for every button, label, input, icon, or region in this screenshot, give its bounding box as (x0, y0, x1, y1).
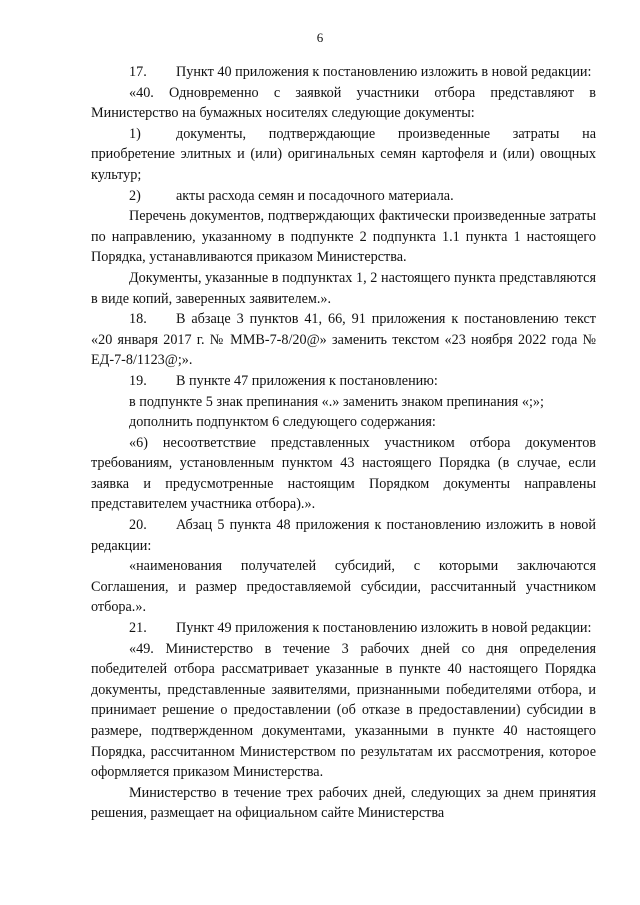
paragraph-text: В пункте 47 приложения к постановлению: (176, 372, 438, 389)
paragraph (91, 62, 596, 83)
paragraph (91, 783, 596, 824)
paragraph-text: дополнить подпунктом 6 следующего содержания: (129, 414, 436, 431)
paragraph-text: Абзац 5 пункта 48 приложения к постановлению изложить в новой редакции: (91, 517, 596, 554)
paragraph (91, 433, 596, 515)
paragraph-text: «40. Одновременно с заявкой участники отбора представляют в Министерство на бумажных носителях следующие документы: (91, 84, 596, 122)
paragraph (91, 124, 596, 186)
paragraph (91, 371, 596, 392)
paragraph-number: 21. (129, 620, 147, 637)
paragraph-text: «49. Министерство в течение 3 рабочих дней со дня определения победителей отбора рассматривает указанные в пункте 40 настоящего Порядка документы, представленные заявителями, признанными победителями отбора, и принимает решение о предоставлении (об отказе в предоставлении) субсидии в размере, подтвержденном документами, указанными в пункте 40 настоящего Порядка, рассчитанном Министерством по результатам их рассмотрения, которое оформляется приказом Министерства. (91, 640, 596, 781)
document-body (91, 62, 596, 824)
paragraph-number: 1) (129, 125, 141, 142)
paragraph (91, 412, 596, 433)
paragraph (91, 515, 596, 556)
paragraph-text: Пункт 49 приложения к постановлению изложить в новой редакции: (176, 620, 592, 637)
paragraph (91, 309, 596, 371)
paragraph-number: 2) (129, 187, 141, 204)
paragraph-text: Документы, указанные в подпунктах 1, 2 настоящего пункта представляются в виде копий, заверенных заявителем.». (91, 269, 596, 307)
paragraph (91, 268, 596, 309)
page-number: 6 (316, 30, 324, 45)
paragraph (91, 556, 596, 618)
paragraph-text: Пункт 40 приложения к постановлению изложить в новой редакции: (176, 64, 592, 80)
paragraph-text: «6) несоответствие представленных участником отбора документов требованиям, установленным пунктом 43 настоящего Порядка (в случае, если заявка и предусмотренные настоящим Порядком документы направлены представителем участника отбора).». (91, 434, 596, 513)
paragraph (91, 186, 596, 207)
paragraph-text: Министерство в течение трех рабочих дней, следующих за днем принятия решения, размещает на официальном сайте Министерства (91, 784, 596, 822)
paragraph-text: Перечень документов, подтверждающих фактически произведенные затраты по направлению, указанному в подпункте 2 подпункта 1.1 пункта 1 настоящего Порядка, устанавливаются приказом Министерства. (91, 208, 596, 266)
paragraph (91, 392, 596, 413)
paragraph-number: 19. (129, 372, 147, 389)
paragraph-text: В абзаце 3 пунктов 41, 66, 91 приложения к постановлению текст «20 января 2017 г. № ММВ-7-8/20@» заменить текстом «23 ноября 2022 года № ЕД-7-8/1123@;». (91, 311, 596, 369)
paragraph (91, 206, 596, 268)
paragraph-text: документы, подтверждающие произведенные затраты на приобретение элитных и (или) оригинальных семян картофеля и (или) овощных культур; (91, 125, 596, 183)
paragraph-number: 18. (129, 311, 147, 328)
paragraph-text: «наименования получателей субсидий, с которыми заключаются Соглашения, и размер предоставляемой субсидии, рассчитанный участником отбора.». (91, 558, 596, 616)
paragraph-number: 17. (129, 64, 147, 80)
paragraph-number: 20. (129, 517, 147, 534)
paragraph (91, 83, 596, 124)
paragraph-text: акты расхода семян и посадочного материала. (176, 187, 454, 204)
paragraph (91, 618, 596, 639)
paragraph-text: в подпункте 5 знак препинания «.» заменить знаком препинания «;»; (129, 393, 544, 410)
paragraph (91, 639, 596, 783)
